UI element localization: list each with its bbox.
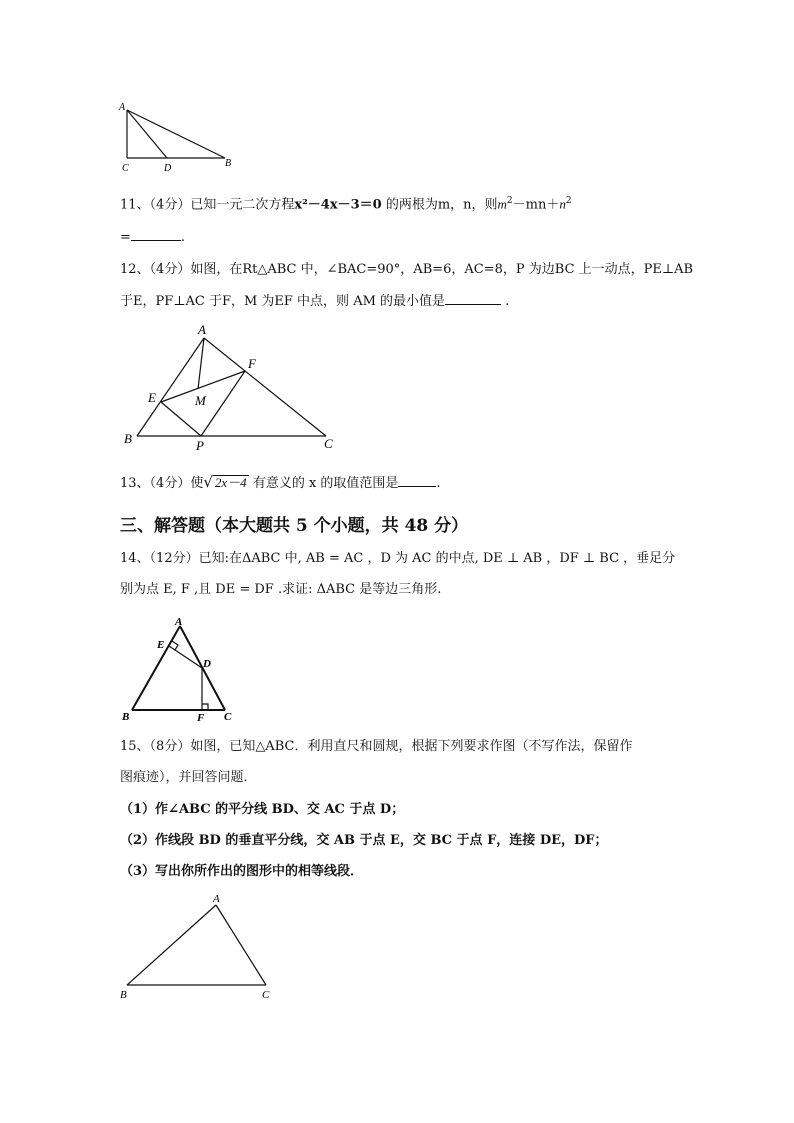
q14-label-e: E [157, 639, 165, 651]
q12-line2-suffix: . [505, 294, 510, 309]
q12-label-e: E [148, 390, 156, 405]
q12-line1: 12、（4分）如图，在Rt△ABC 中，∠BAC=90°，AB=6，AC=8，P 为边BC 上一动点，PE⊥AB [120, 262, 694, 277]
q12-answer-blank[interactable] [445, 292, 501, 305]
q14-label-a: A [175, 616, 183, 628]
sqrt-icon: √ [203, 473, 213, 491]
q12-label-a: A [198, 322, 206, 337]
q14-line2: 别为点 E, F ,且 DE = DF .求证: ΔABC 是等边三角形. [120, 582, 442, 597]
q12-line2 [120, 292, 509, 311]
q11-sup-m: 2 [506, 196, 513, 206]
q13-line [120, 473, 441, 493]
q11-sup-n: 2 [565, 196, 572, 206]
q12-figure [118, 318, 343, 454]
q10-label-d: D [164, 163, 172, 174]
q14-label-d: D [203, 658, 211, 670]
q12-label-m: M [195, 393, 206, 408]
q11-m: m [497, 196, 507, 212]
q10-label-a: A [119, 102, 126, 113]
q11-prefix: 11、（4分）已知一元二次方程 [120, 197, 295, 213]
q13-answer-blank[interactable] [398, 474, 436, 487]
q10-label-c: C [122, 163, 129, 174]
q14-line1: 14、（12分）已知:在ΔABC 中, AB = AC ，D 为 AC 的中点, DE ⊥ AB ，DF ⊥ BC ，垂足分 [120, 551, 676, 566]
q15-item1: （1）作∠ABC 的平分线 BD、交 AC 于点 D； [120, 802, 405, 817]
q15-label-c: C [262, 989, 270, 1001]
q11-line2 [120, 228, 185, 247]
q10-label-b: B [225, 158, 232, 169]
q11-mid: 的两根为m，n，则 [385, 197, 498, 213]
q11-equation: x²－4x－3＝0 [294, 197, 382, 213]
q13-prefix: 13、（4分）使 [120, 476, 204, 491]
q10-figure [115, 100, 245, 178]
q13-mid: 有意义的 x 的取值范围是 [252, 476, 399, 491]
section3-title: 三、解答题（本大题共 5 个小题，共 48 分） [120, 516, 469, 536]
q11-expr-mid: －mn＋ [512, 197, 560, 213]
q14-label-b: B [122, 711, 130, 723]
q15-item3: （3）写出你所作出的图形中的相等线段． [120, 864, 364, 879]
q12-label-f: F [248, 356, 256, 371]
q11-n: n [559, 196, 566, 212]
q15-line1: 15、（8分）如图，已知△ABC．利用直尺和圆规，根据下列要求作图（不写作法，保留作 [120, 739, 633, 754]
q11-answer-blank[interactable] [131, 228, 181, 241]
q15-line2: 图痕迹），并回答问题． [120, 770, 257, 785]
q11-line2-suffix: . [180, 230, 186, 245]
q14-figure [117, 614, 242, 726]
q14-label-f: F [197, 712, 205, 724]
q15-label-b: B [120, 989, 127, 1001]
q15-label-a: A [213, 893, 220, 905]
q12-label-b: B [124, 431, 132, 446]
q12-label-p: P [196, 438, 204, 453]
q11-line2-prefix: = [120, 230, 131, 245]
q13-radicand: 2x－4 [214, 475, 247, 490]
q12-label-c: C [324, 436, 333, 451]
q14-label-c: C [224, 711, 232, 723]
q13-suffix: . [436, 476, 441, 491]
q12-line2-prefix: 于E，PF⊥AC 于F，M 为EF 中点，则 AM 的最小值是 [120, 294, 446, 309]
q15-figure [115, 890, 285, 1005]
q11-line1 [120, 192, 572, 214]
q15-item2: （2）作线段 BD 的垂直平分线，交 AB 于点 E，交 BC 于点 F，连接 DE，DF； [120, 833, 608, 848]
